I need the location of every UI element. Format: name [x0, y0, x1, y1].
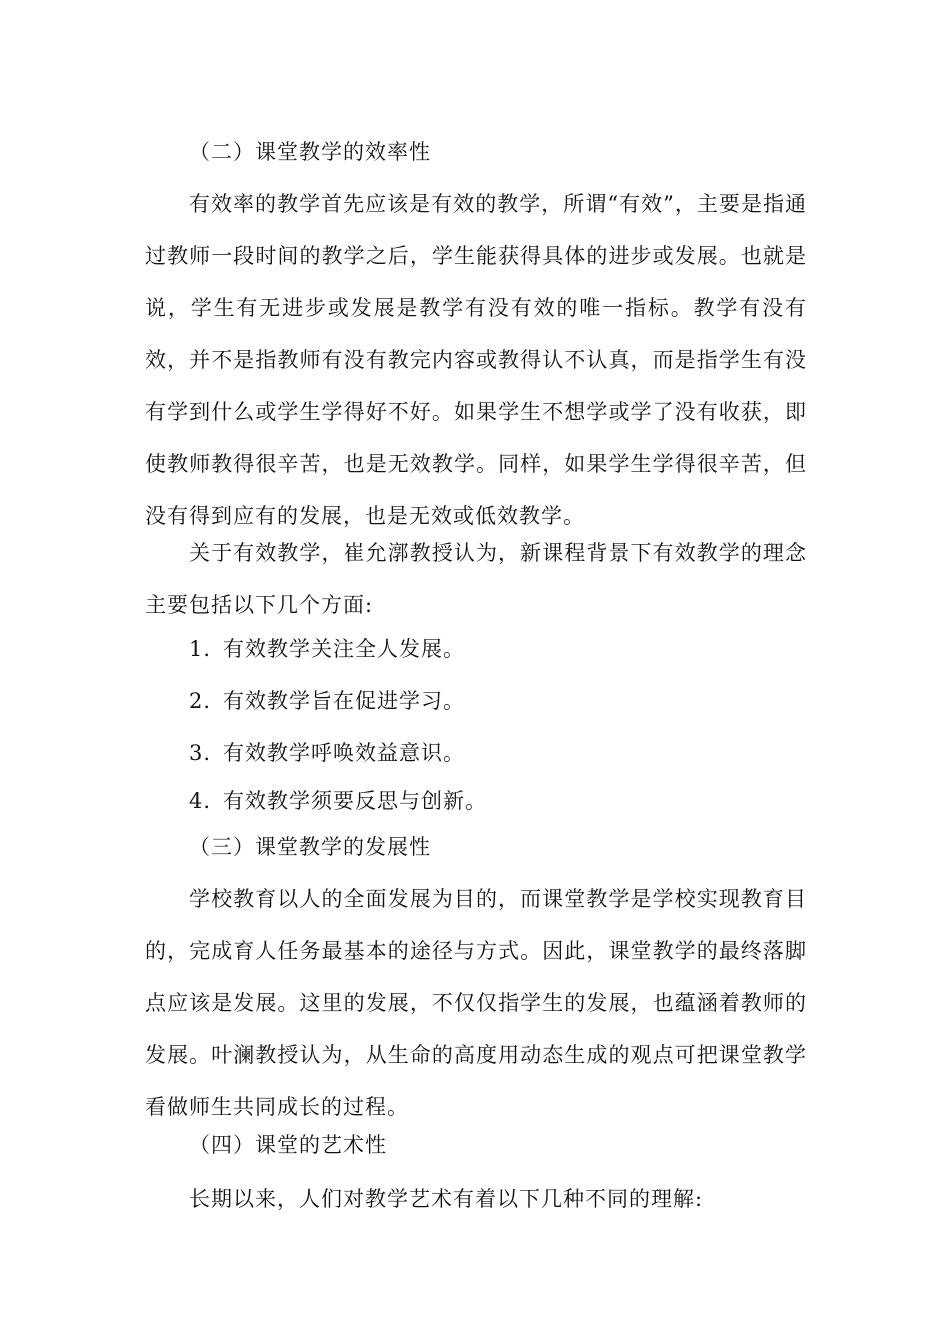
list-item-text: 有效教学旨在促进学习。 [223, 689, 465, 713]
paragraph-art-intro: 长期以来，人们对教学艺术有着以下几种不同的理解: [189, 1187, 704, 1211]
section-heading-3: （三）课堂教学的发展性 [189, 835, 431, 859]
section-heading-4: （四）课堂的艺术性 [189, 1133, 387, 1157]
list-item [189, 623, 465, 675]
paragraph-development: 学校教育以人的全面发展为目的，而课堂教学是学校实现教育目的，完成育人任务最基本的途径与方式。因此，课堂教学的最终落脚点应该是发展。这里的发展，不仅仅指学生的发展，也蕴涵着教师的发展。叶澜教授认为，从生命的高度用动态生成的观点可把课堂教学看做师生共同成长的过程。 [145, 887, 807, 1119]
list-item-text: 有效教学呼唤效益意识。 [223, 741, 465, 765]
paragraph-effective-teaching-intro: 关于有效教学，崔允漷教授认为，新课程背景下有效教学的理念主要包括以下几个方面: [145, 541, 807, 617]
list-item [189, 675, 465, 727]
list-item-number: 2. [189, 689, 212, 713]
section-heading-2: （二）课堂教学的效率性 [189, 140, 431, 164]
list-item [189, 775, 487, 827]
list-item-number: 1. [189, 637, 212, 661]
list-item-number: 3. [189, 741, 212, 765]
list-item-text: 有效教学关注全人发展。 [223, 637, 465, 661]
paragraph-efficiency: 有效率的教学首先应该是有效的教学，所谓“有效”，主要是指通过教师一段时间的教学之后，学生能获得具体的进步或发展。也就是说，学生有无进步或发展是教学有没有效的唯一指标。教学有没有效，并不是指教师有没有教完内容或教得认不认真，而是指学生有没有学到什么或学生学得好不好。如果学生不想学或学了没有收获，即使教师教得很辛苦，也是无效教学。同样，如果学生学得很辛苦，但没有得到应有的发展，也是无效或低效教学。 [145, 192, 807, 528]
list-item [189, 727, 465, 779]
list-item-number: 4. [189, 789, 212, 813]
list-item-text: 有效教学须要反思与创新。 [223, 789, 487, 813]
